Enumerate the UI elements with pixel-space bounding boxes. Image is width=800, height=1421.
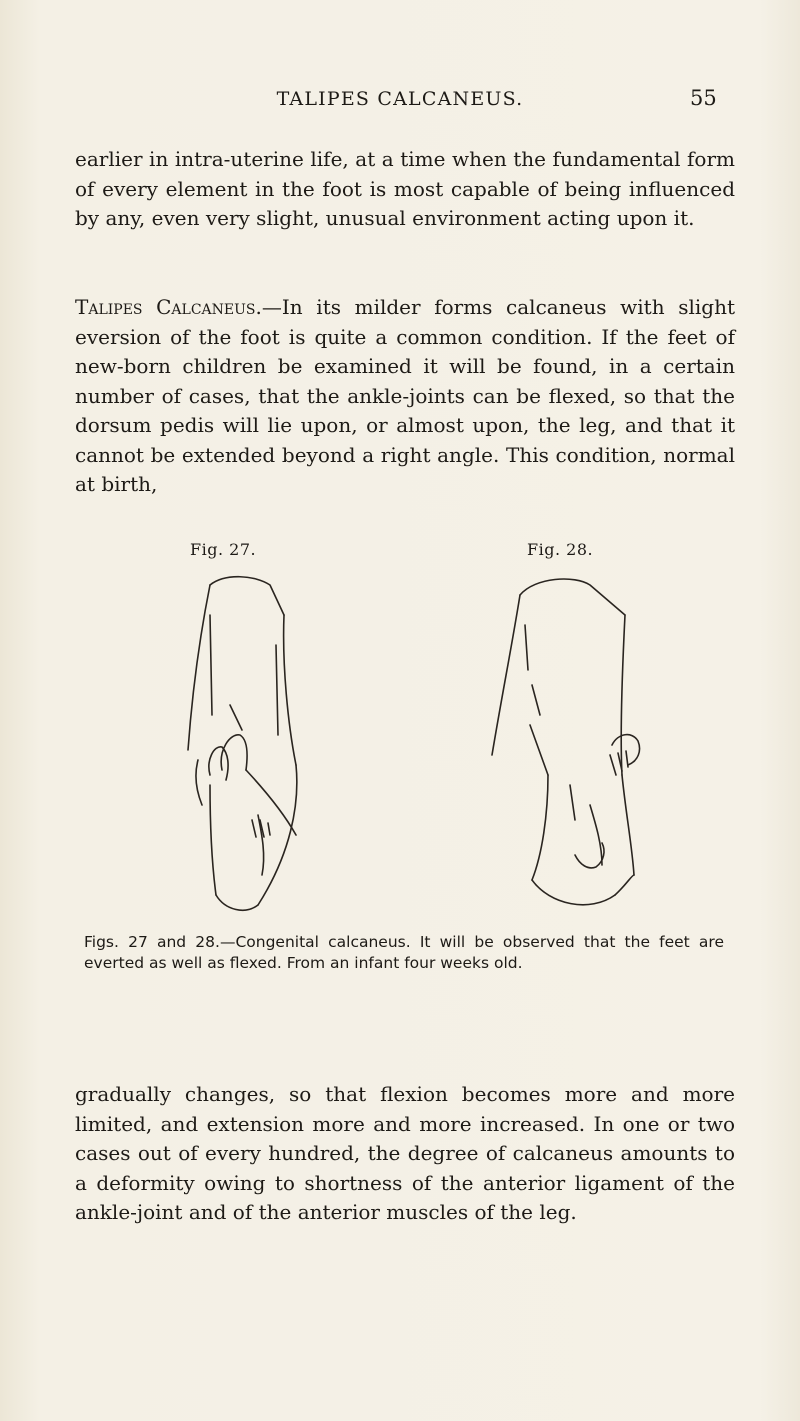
figure-27-label: Fig. 27. xyxy=(190,540,257,559)
paragraph-3 xyxy=(75,1080,735,1228)
paragraph-2-text: —In its milder forms calcaneus with slight eversion of the foot is quite a common condition. If the feet of new-born children be examined it will be found, in a certain number of cases, that the ankle-joints can be flexed, so that the dorsum pedis will lie upon, or almost upon, the leg, and that it cannot be extended beyond a right angle. This condition, normal at birth, xyxy=(75,295,736,496)
foot-illustrations xyxy=(170,575,670,935)
figure-caption: Figs. 27 and 28.—Congenital calcaneus. It will be observed that the feet are everted as well as flexed. From an infant four weeks old. xyxy=(84,933,724,972)
figure-28-drawing xyxy=(492,579,640,905)
figure-28-label: Fig. 28. xyxy=(527,540,594,559)
figure-27-drawing xyxy=(188,577,297,910)
section-heading: Talipes Calcaneus. xyxy=(75,295,262,319)
paragraph-3-text: gradually changes, so that flexion becomes more and more limited, and extension more and more increased. In one or two cases out of every hundred, the degree of calcaneus amounts to a deformity owing to shortness of the anterior ligament of the ankle-joint and of the anterior muscles of the leg. xyxy=(75,1082,735,1224)
page-number: 55 xyxy=(690,86,717,110)
paragraph-1-text: earlier in intra-uterine life, at a time when the fundamental form of every element in the foot is most capable of being influenced by any, even very slight, unusual environment acting upon it. xyxy=(75,147,735,230)
paragraph-1 xyxy=(75,145,735,234)
paragraph-2 xyxy=(75,293,735,500)
running-title: TALIPES CALCANEUS. xyxy=(276,88,524,110)
